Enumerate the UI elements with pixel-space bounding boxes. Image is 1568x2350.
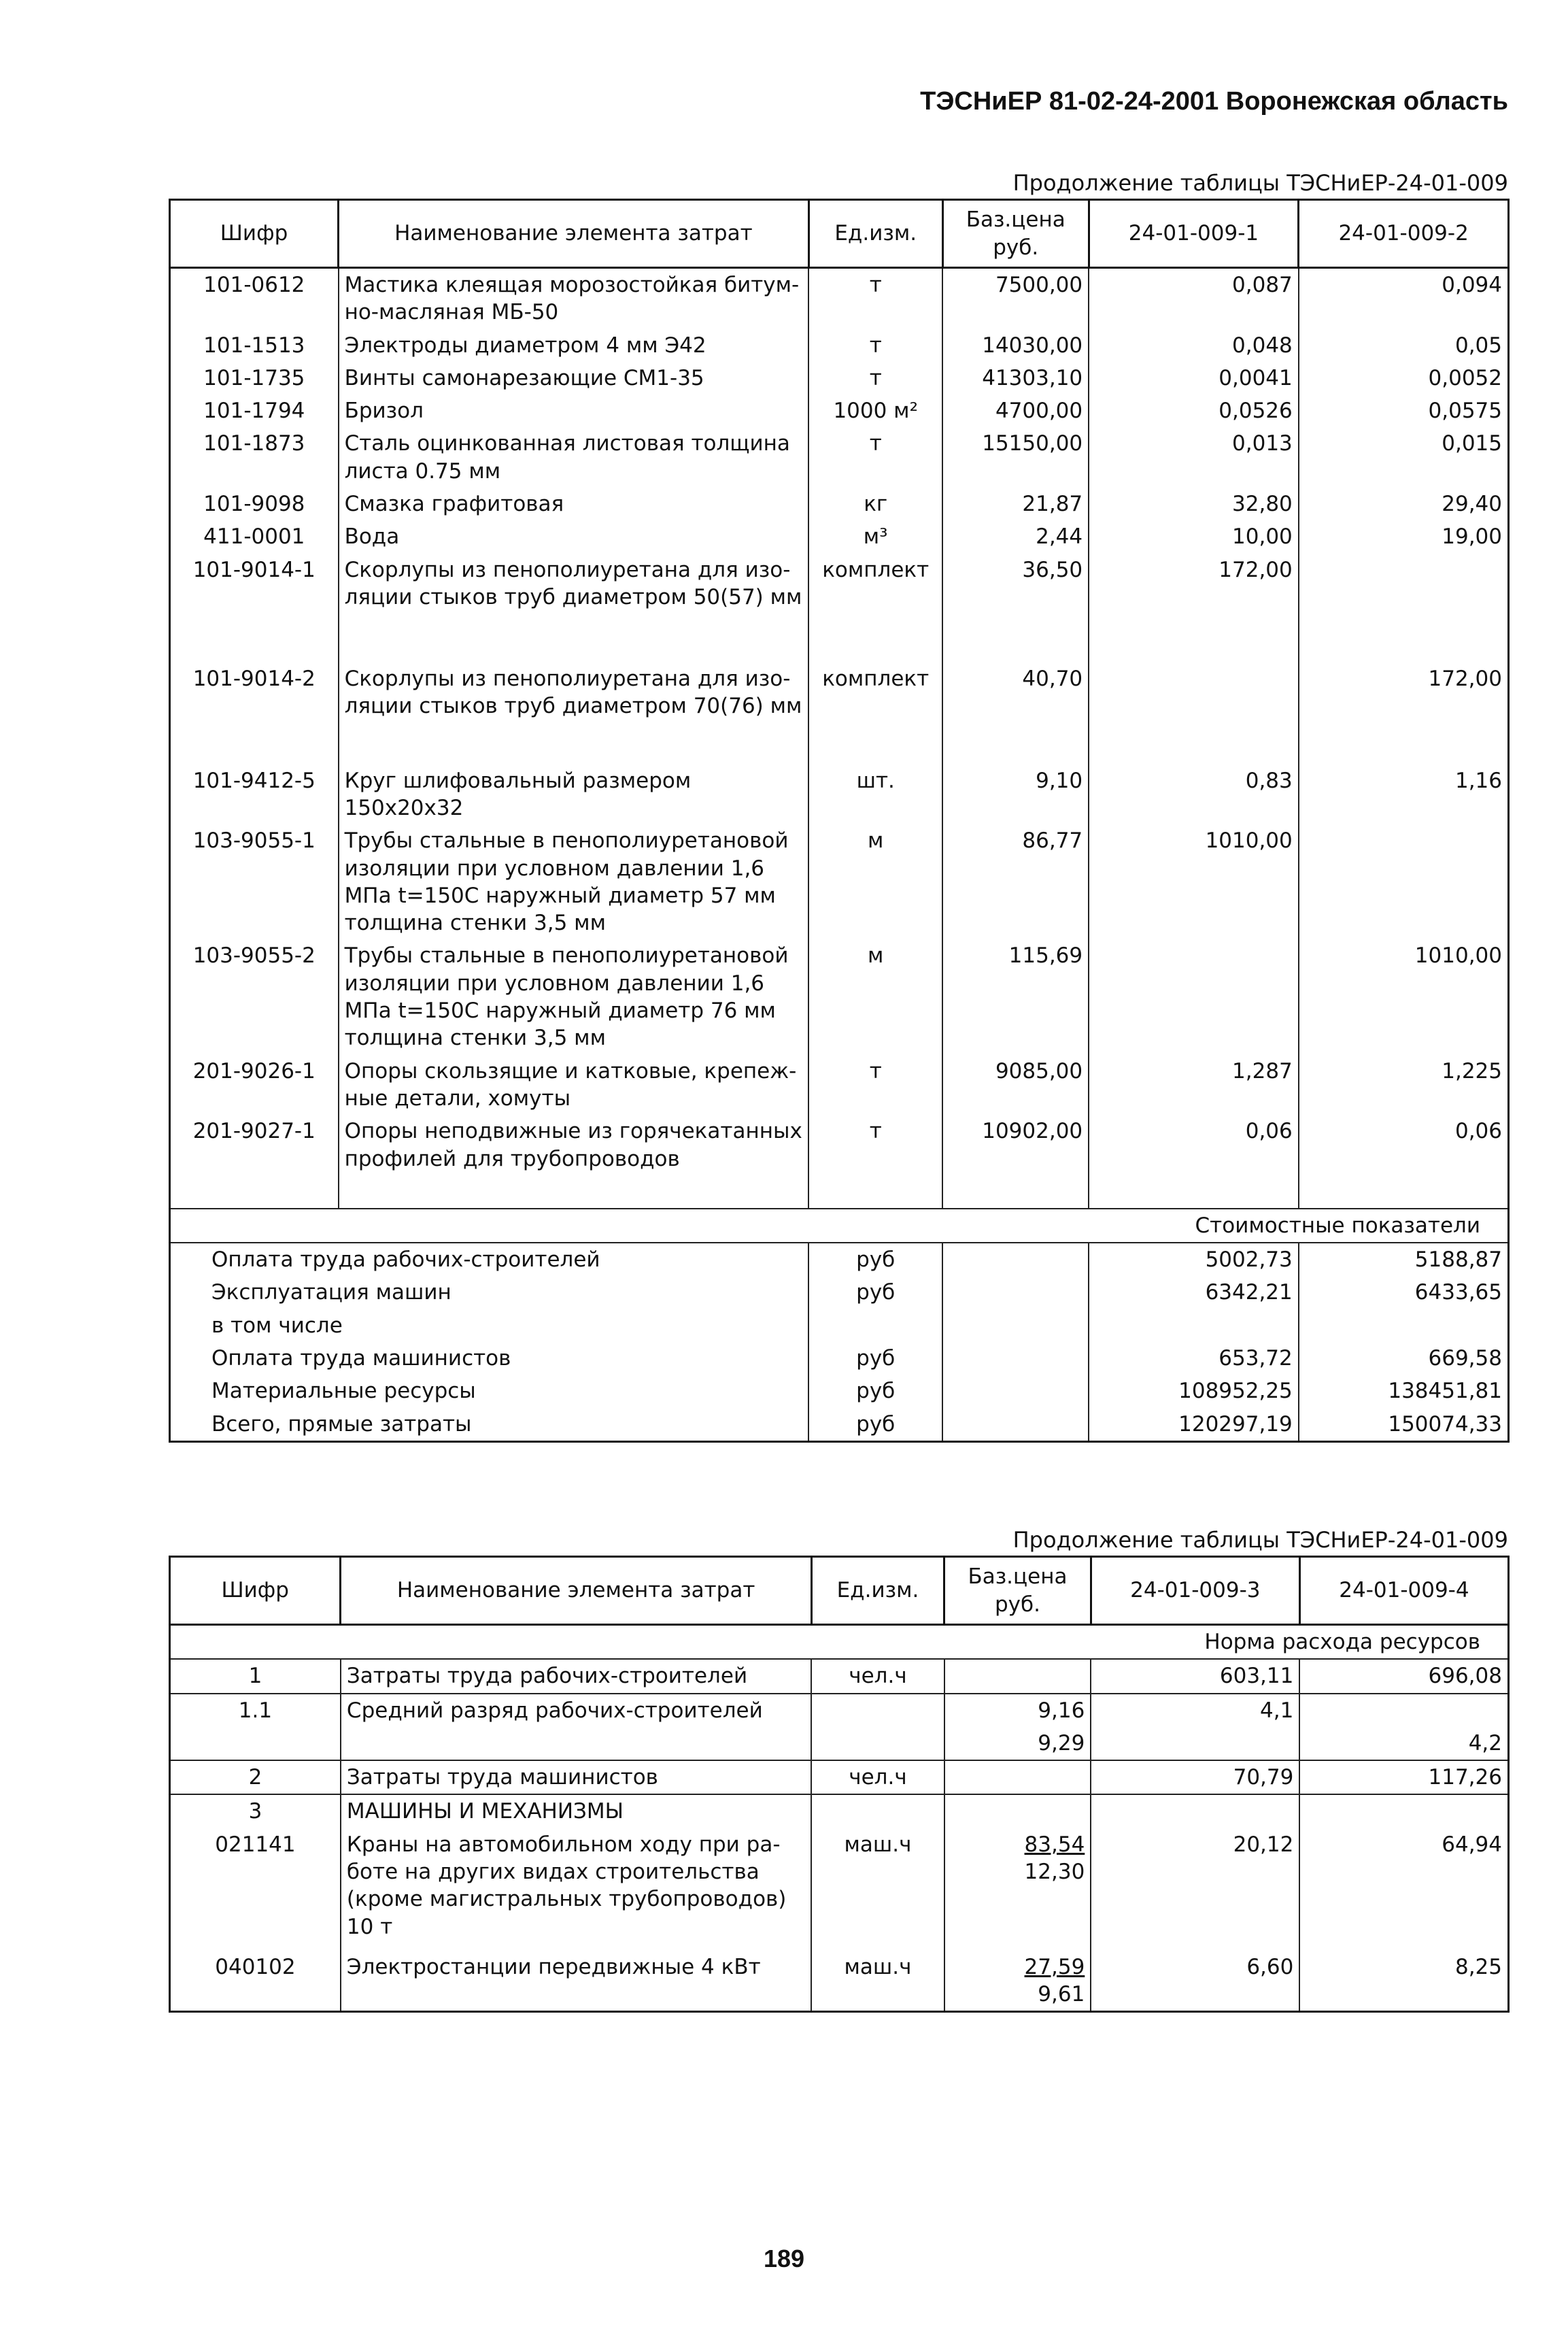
page-title: ТЭСНиЕР 81-02-24-2001 Воронежская область bbox=[920, 87, 1508, 116]
col-24-01-009-3: 24-01-009-3 bbox=[1091, 1557, 1299, 1625]
unit-cell: м bbox=[808, 824, 942, 939]
value-cell: 6,60 bbox=[1091, 1951, 1299, 2012]
price-cell: 86,77 bbox=[942, 824, 1089, 939]
empty-cell bbox=[942, 1309, 1089, 1342]
price-cell: 9085,00 bbox=[942, 1055, 1089, 1115]
value-cell bbox=[1299, 554, 1509, 662]
value-cell: 32,80 bbox=[1089, 488, 1299, 520]
name-cell: Электроды диаметром 4 мм Э42 bbox=[339, 329, 809, 362]
value-cell: 0,0575 bbox=[1428, 399, 1502, 424]
table-row bbox=[170, 1760, 1509, 1794]
value-cell: 696,08 bbox=[1299, 1659, 1508, 1693]
table-row bbox=[170, 362, 1509, 395]
col-unit: Ед.изм. bbox=[811, 1557, 944, 1625]
price-cell bbox=[944, 1694, 1091, 1727]
value-cell: 1,287 bbox=[1089, 1055, 1299, 1115]
col-code: Шифр bbox=[170, 200, 339, 268]
value-cell bbox=[1299, 824, 1509, 939]
code-cell: 101-1794 bbox=[170, 395, 339, 427]
value-cell: 138451,81 bbox=[1388, 1379, 1502, 1404]
cost-name-cell: Всего, прямые затраты bbox=[170, 1408, 809, 1442]
code-cell: 101-9412-5 bbox=[170, 765, 339, 825]
price-cell: 14030,00 bbox=[942, 329, 1089, 362]
price-cell: 2,44 bbox=[942, 520, 1089, 553]
code-cell: 101-1735 bbox=[170, 362, 339, 395]
value-cell: 6433,65 bbox=[1414, 1280, 1502, 1305]
unit-cell: т bbox=[808, 1115, 942, 1175]
price-value-secondary: 12,30 bbox=[1024, 1860, 1085, 1885]
unit-cell: руб bbox=[808, 1243, 942, 1276]
name-cell: Опоры скользящие и катковые, крепеж-ные детали, хомуты bbox=[339, 1055, 809, 1115]
value-cell: 0,015 bbox=[1442, 431, 1502, 456]
code-cell: 101-9098 bbox=[170, 488, 339, 520]
price-cell bbox=[944, 1659, 1091, 1693]
cost-name-cell: Оплата труда машинистов bbox=[170, 1342, 809, 1375]
price-cell: 41303,10 bbox=[942, 362, 1089, 395]
unit-cell: руб bbox=[808, 1408, 942, 1442]
unit-cell: т bbox=[808, 329, 942, 362]
value-cell: 603,11 bbox=[1091, 1659, 1299, 1693]
name-cell: Электростанции передвижные 4 кВт bbox=[341, 1951, 811, 2012]
value-cell: 172,00 bbox=[1089, 554, 1299, 662]
value-cell: 0,0052 bbox=[1428, 365, 1502, 390]
name-cell: Затраты труда машинистов bbox=[341, 1760, 811, 1794]
spacer-row bbox=[170, 1175, 1509, 1209]
empty-cell bbox=[942, 1276, 1089, 1309]
unit-cell: маш.ч bbox=[811, 1828, 944, 1951]
name-cell: Мастика клеящая морозостойкая битум-но-масляная МБ-50 bbox=[339, 268, 809, 329]
empty-cell bbox=[942, 1408, 1089, 1442]
value-cell: 10,00 bbox=[1089, 520, 1299, 553]
table-row bbox=[170, 1727, 1509, 1760]
table-row bbox=[170, 1794, 1509, 1828]
section-row bbox=[170, 1209, 1509, 1243]
name-cell: Вода bbox=[339, 520, 809, 553]
table-row bbox=[170, 765, 1509, 825]
table-row bbox=[170, 824, 1509, 939]
code-cell: 101-9014-2 bbox=[170, 662, 339, 765]
name-cell: Сталь оцинкованная листовая толщина листа 0.75 мм bbox=[339, 427, 809, 488]
value-cell: 0,0526 bbox=[1089, 395, 1299, 427]
table-row bbox=[170, 329, 1509, 362]
value-cell bbox=[1299, 1794, 1508, 1828]
name-cell: Круг шлифовальный размером 150х20х32 bbox=[339, 765, 809, 825]
table-row bbox=[170, 1659, 1509, 1693]
code-cell: 3 bbox=[170, 1794, 341, 1828]
value-cell: 0,06 bbox=[1089, 1115, 1299, 1175]
section-row bbox=[170, 1625, 1509, 1660]
value-cell bbox=[1091, 1794, 1299, 1828]
price-cell: 15150,00 bbox=[942, 427, 1089, 488]
code-cell: 1 bbox=[170, 1659, 341, 1693]
cost-row bbox=[170, 1243, 1509, 1276]
price-value: 27,59 bbox=[1024, 1954, 1085, 1979]
unit-cell bbox=[808, 1309, 942, 1342]
table-row bbox=[170, 1951, 1509, 2012]
cost-row bbox=[170, 1408, 1509, 1442]
name-cell: Краны на автомобильном ходу при ра-боте на других видах строительства (кроме магистральных трубопроводов) 10 т bbox=[341, 1828, 811, 1951]
value-cell: 120297,19 bbox=[1089, 1408, 1299, 1442]
name-cell: МАШИНЫ И МЕХАНИЗМЫ bbox=[341, 1794, 811, 1828]
value-cell: 64,94 bbox=[1442, 1832, 1502, 1857]
name-cell: Опоры неподвижные из горячекатанных профилей для трубопроводов bbox=[339, 1115, 809, 1175]
empty-cell bbox=[942, 1342, 1089, 1375]
value-cell: 5002,73 bbox=[1089, 1243, 1299, 1276]
price-cell bbox=[944, 1951, 1091, 2012]
code-cell: 103-9055-2 bbox=[170, 939, 339, 1054]
name-cell: Смазка графитовая bbox=[339, 488, 809, 520]
col-24-01-009-4: 24-01-009-4 bbox=[1299, 1557, 1508, 1625]
value-cell: 669,58 bbox=[1428, 1346, 1502, 1371]
value-cell: 117,26 bbox=[1299, 1760, 1508, 1794]
cost-name-cell: в том числе bbox=[170, 1309, 809, 1342]
name-cell: Трубы стальные в пенополиуретановой изоляции при условном давлении 1,6 МПа t=150С наружный диаметр 76 мм толщина стенки 3,5 мм bbox=[339, 939, 809, 1054]
unit-cell: м bbox=[808, 939, 942, 1054]
price-cell bbox=[944, 1828, 1091, 1951]
empty-cell bbox=[942, 1375, 1089, 1407]
unit-cell: т bbox=[808, 427, 942, 488]
value-cell: 150074,33 bbox=[1388, 1411, 1502, 1437]
table-row bbox=[170, 662, 1509, 765]
value-cell: 20,12 bbox=[1091, 1828, 1299, 1951]
col-24-01-009-1: 24-01-009-1 bbox=[1089, 200, 1299, 268]
price-cell: 21,87 bbox=[942, 488, 1089, 520]
unit-cell: т bbox=[808, 268, 942, 329]
cost-row bbox=[170, 1276, 1509, 1309]
table-row bbox=[170, 520, 1509, 553]
price-cell: 9,10 bbox=[942, 765, 1089, 825]
value-cell: 0,094 bbox=[1442, 273, 1502, 297]
value-cell bbox=[1091, 1727, 1299, 1760]
cost-name-cell: Эксплуатация машин bbox=[170, 1276, 809, 1309]
value-cell: 0,087 bbox=[1089, 268, 1299, 329]
table-row bbox=[170, 1828, 1509, 1951]
name-cell: Затраты труда рабочих-строителей bbox=[341, 1659, 811, 1693]
value-cell: 1,225 bbox=[1442, 1058, 1502, 1084]
empty-cell bbox=[808, 1175, 942, 1209]
value-cell: 0,013 bbox=[1089, 427, 1299, 488]
value-cell bbox=[1299, 1694, 1508, 1727]
price-value: 83,54 bbox=[1024, 1832, 1085, 1857]
unit-cell: т bbox=[808, 1055, 942, 1115]
price-cell: 7500,00 bbox=[942, 268, 1089, 329]
value-cell: 1,16 bbox=[1454, 768, 1502, 793]
unit-cell: м³ bbox=[808, 520, 942, 553]
cost-row bbox=[170, 1342, 1509, 1375]
table-row bbox=[170, 554, 1509, 662]
code-cell: 101-1873 bbox=[170, 427, 339, 488]
unit-cell: чел.ч bbox=[811, 1659, 944, 1693]
value-cell: 1010,00 bbox=[1089, 824, 1299, 939]
price-cell bbox=[944, 1727, 1091, 1760]
empty-cell bbox=[1089, 1175, 1299, 1209]
price-cell: 36,50 bbox=[942, 554, 1089, 662]
value-cell: 172,00 bbox=[1428, 666, 1502, 691]
value-cell: 4,2 bbox=[1299, 1727, 1508, 1760]
unit-cell: кг bbox=[808, 488, 942, 520]
table-row bbox=[170, 1055, 1509, 1115]
unit-cell: руб bbox=[808, 1276, 942, 1309]
value-cell: 5188,87 bbox=[1414, 1247, 1502, 1273]
name-cell bbox=[341, 1727, 811, 1760]
code-cell: 101-9014-1 bbox=[170, 554, 339, 662]
col-price: Баз.цена руб. bbox=[942, 200, 1089, 268]
value-cell: 0,0041 bbox=[1089, 362, 1299, 395]
value-cell: 8,25 bbox=[1454, 1954, 1502, 1979]
code-cell bbox=[170, 1727, 341, 1760]
table-row bbox=[170, 427, 1509, 488]
table-row bbox=[170, 1115, 1509, 1175]
code-cell: 101-0612 bbox=[170, 268, 339, 329]
resources-table-2 bbox=[169, 1556, 1510, 2013]
value-cell bbox=[1089, 939, 1299, 1054]
unit-cell: маш.ч bbox=[811, 1951, 944, 2012]
unit-cell: комплект bbox=[808, 554, 942, 662]
value-cell: 0,06 bbox=[1454, 1119, 1502, 1144]
code-cell: 2 bbox=[170, 1760, 341, 1794]
price-value: 9,29 bbox=[1038, 1730, 1085, 1756]
unit-cell: руб bbox=[808, 1375, 942, 1407]
value-cell: 0,048 bbox=[1089, 329, 1299, 362]
price-cell: 10902,00 bbox=[942, 1115, 1089, 1175]
unit-cell bbox=[811, 1794, 944, 1828]
price-cell: 40,70 bbox=[942, 662, 1089, 765]
value-cell: 4,1 bbox=[1091, 1694, 1299, 1727]
cost-row bbox=[170, 1375, 1509, 1407]
empty-cell bbox=[942, 1175, 1089, 1209]
code-cell: 1.1 bbox=[170, 1694, 341, 1727]
value-cell: 0,05 bbox=[1454, 333, 1502, 358]
cost-name-cell: Материальные ресурсы bbox=[170, 1375, 809, 1407]
cost-name-cell: Оплата труда рабочих-строителей bbox=[170, 1243, 809, 1276]
page-number: 189 bbox=[763, 2245, 805, 2272]
value-cell: 19,00 bbox=[1442, 524, 1502, 550]
table2-caption: Продолжение таблицы ТЭСНиЕР-24-01-009 bbox=[1012, 1527, 1508, 1553]
unit-cell: т bbox=[808, 362, 942, 395]
price-value: 9,16 bbox=[1038, 1698, 1085, 1723]
table-row bbox=[170, 939, 1509, 1054]
name-cell: Скорлупы из пенополиуретана для изо-ляции стыков труб диаметром 70(76) мм bbox=[339, 662, 809, 765]
value-cell: 29,40 bbox=[1442, 492, 1502, 517]
resources-table-1 bbox=[169, 199, 1510, 1443]
name-cell: Скорлупы из пенополиуретана для изо-ляции стыков труб диаметром 50(57) мм bbox=[339, 554, 809, 662]
section-title: Стоимостные показатели bbox=[170, 1209, 1509, 1243]
col-name: Наименование элемента затрат bbox=[341, 1557, 811, 1625]
name-cell: Трубы стальные в пенополиуретановой изоляции при условном давлении 1,6 МПа t=150С наружный диаметр 57 мм толщина стенки 3,5 мм bbox=[339, 824, 809, 939]
empty-cell bbox=[1299, 1175, 1509, 1209]
empty-cell bbox=[942, 1243, 1089, 1276]
value-cell: 1010,00 bbox=[1414, 943, 1502, 969]
cost-row bbox=[170, 1309, 1509, 1342]
price-cell bbox=[944, 1760, 1091, 1794]
code-cell: 103-9055-1 bbox=[170, 824, 339, 939]
code-cell: 201-9027-1 bbox=[170, 1115, 339, 1175]
unit-cell: чел.ч bbox=[811, 1760, 944, 1794]
name-cell: Винты самонарезающие СМ1-35 bbox=[339, 362, 809, 395]
code-cell: 101-1513 bbox=[170, 329, 339, 362]
table-row bbox=[170, 1694, 1509, 1727]
code-cell: 411-0001 bbox=[170, 520, 339, 553]
value-cell: 108952,25 bbox=[1089, 1375, 1299, 1407]
price-cell bbox=[944, 1794, 1091, 1828]
price-cell: 115,69 bbox=[942, 939, 1089, 1054]
empty-cell bbox=[170, 1175, 339, 1209]
name-cell: Средний разряд рабочих-строителей bbox=[341, 1694, 811, 1727]
code-cell: 040102 bbox=[170, 1951, 341, 2012]
code-cell: 021141 bbox=[170, 1828, 341, 1951]
value-cell: 70,79 bbox=[1091, 1760, 1299, 1794]
name-cell: Бризол bbox=[339, 395, 809, 427]
value-cell: 0,83 bbox=[1089, 765, 1299, 825]
col-price: Баз.цена руб. bbox=[944, 1557, 1091, 1625]
value-cell bbox=[1089, 1309, 1299, 1342]
col-code: Шифр bbox=[170, 1557, 341, 1625]
value-cell bbox=[1299, 1309, 1509, 1342]
price-cell: 4700,00 bbox=[942, 395, 1089, 427]
table-row bbox=[170, 268, 1509, 329]
code-cell: 201-9026-1 bbox=[170, 1055, 339, 1115]
unit-cell: руб bbox=[808, 1342, 942, 1375]
unit-cell bbox=[811, 1694, 944, 1727]
table-row bbox=[170, 395, 1509, 427]
unit-cell bbox=[811, 1727, 944, 1760]
table-row bbox=[170, 488, 1509, 520]
value-cell bbox=[1089, 662, 1299, 765]
unit-cell: шт. bbox=[808, 765, 942, 825]
section-title: Норма расхода ресурсов bbox=[170, 1625, 1509, 1660]
unit-cell: 1000 м² bbox=[808, 395, 942, 427]
price-value-secondary: 9,61 bbox=[1038, 1982, 1085, 2007]
unit-cell: комплект bbox=[808, 662, 942, 765]
empty-cell bbox=[339, 1175, 809, 1209]
col-24-01-009-2: 24-01-009-2 bbox=[1299, 200, 1509, 268]
value-cell: 6342,21 bbox=[1089, 1276, 1299, 1309]
col-unit: Ед.изм. bbox=[808, 200, 942, 268]
col-name: Наименование элемента затрат bbox=[339, 200, 809, 268]
value-cell: 653,72 bbox=[1089, 1342, 1299, 1375]
table1-caption: Продолжение таблицы ТЭСНиЕР-24-01-009 bbox=[1012, 170, 1508, 196]
